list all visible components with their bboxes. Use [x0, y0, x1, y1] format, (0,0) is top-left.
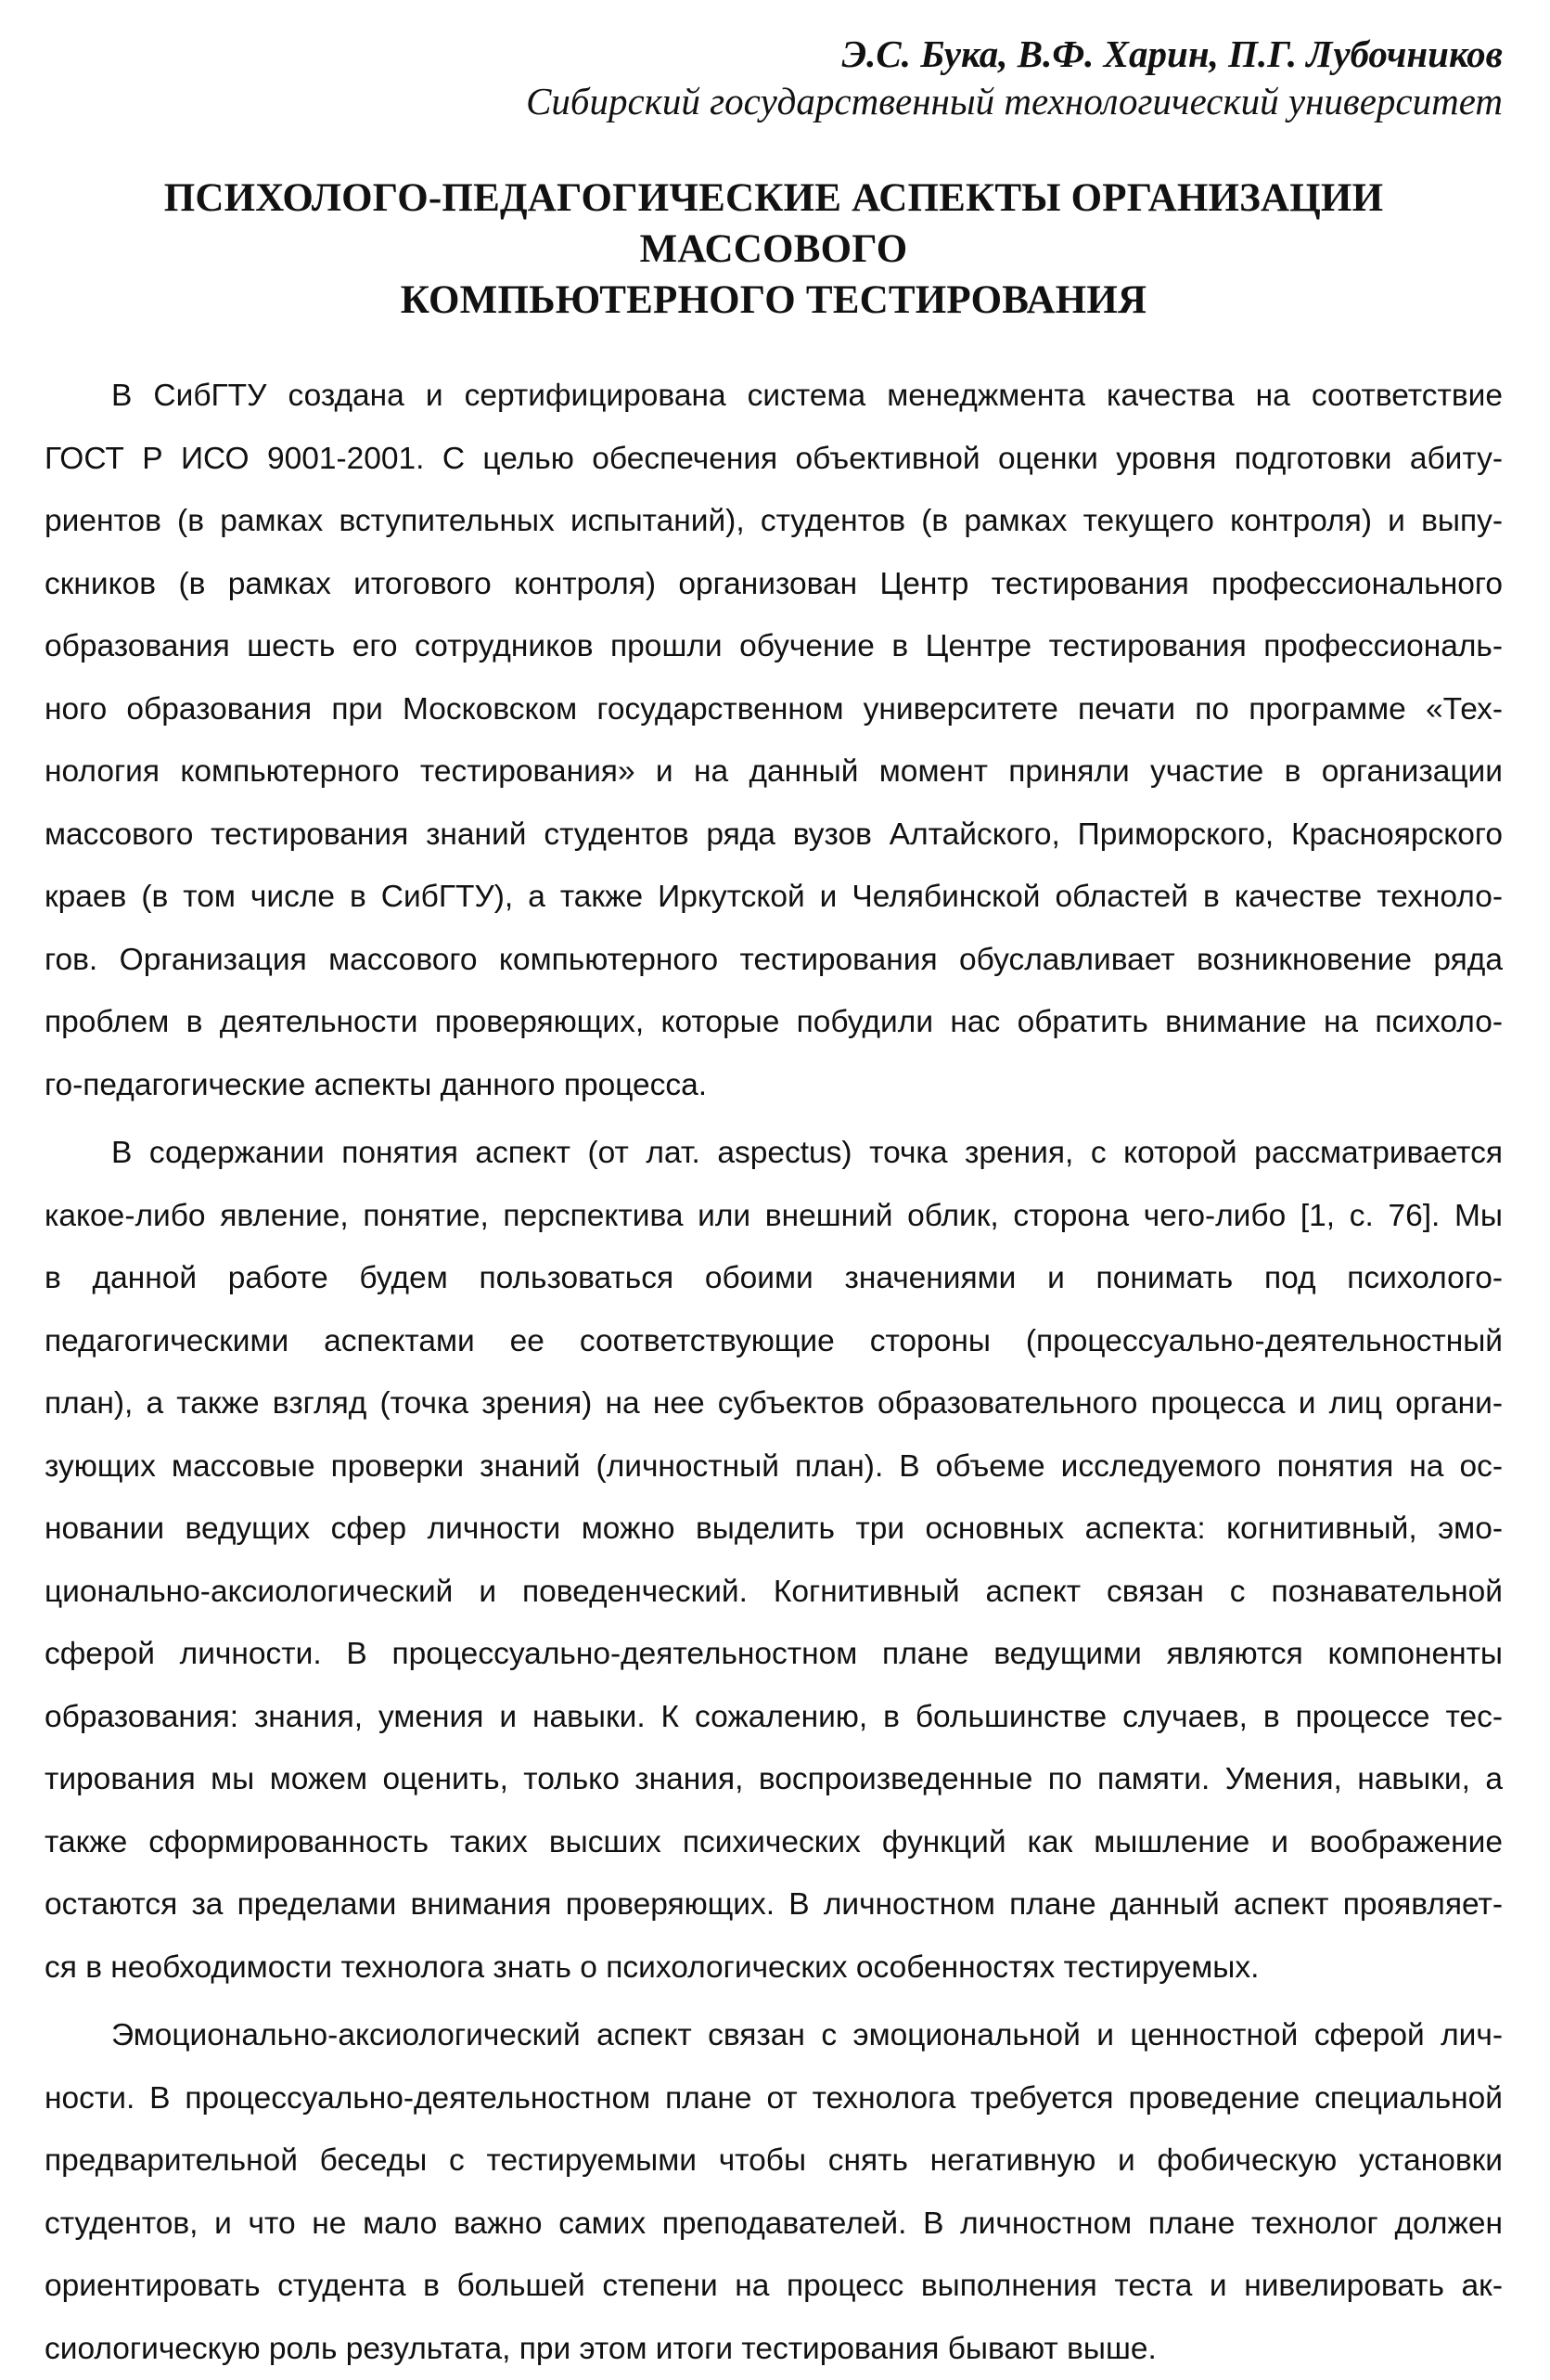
text-line: риентов (в рамках вступительных испытаний), студентов (в рамках текущего контроля) и выпу- [45, 490, 1503, 553]
text-line: ности. В процессуально-деятельностном плане от технолога требуется проведение специальной [45, 2067, 1503, 2130]
text-line: предварительной беседы с тестируемыми чтобы снять негативную и фобическую установки [45, 2129, 1503, 2193]
paragraph-2 [45, 1122, 1503, 1999]
text-line: ГОСТ Р ИСО 9001-2001. С целью обеспечения объективной оценки уровня подготовки абиту- [45, 428, 1503, 491]
text-line: план), а также взгляд (точка зрения) на нее субъектов образовательного процесса и лиц органи- [45, 1372, 1503, 1435]
text-line: студентов, и что не мало важно самих преподавателей. В личностном плане технолог должен [45, 2193, 1503, 2256]
text-line: Эмоционально-аксиологический аспект связан с эмоциональной и ценностной сферой лич- [45, 2004, 1503, 2067]
paragraph-3 [45, 2004, 1503, 2380]
text-line: краев (в том числе в СибГТУ), а также Иркутской и Челябинской областей в качестве техноло- [45, 866, 1503, 929]
text-line: образования: знания, умения и навыки. К сожалению, в большинстве случаев, в процессе тес- [45, 1686, 1503, 1749]
authors: Э.С. Бука, В.Ф. Харин, П.Г. Лубочников [45, 30, 1503, 78]
text-line: нология компьютерного тестирования» и на данный момент приняли участие в организации [45, 740, 1503, 804]
paper-title [45, 173, 1503, 326]
text-line: ционально-аксиологический и поведенческий. Когнитивный аспект связан с познавательной [45, 1561, 1503, 1624]
text-line: скников (в рамках итогового контроля) организован Центр тестирования профессионального [45, 553, 1503, 616]
text-line: В СибГТУ создана и сертифицирована система менеджмента качества на соответствие [45, 365, 1503, 428]
text-line: новании ведущих сфер личности можно выделить три основных аспекта: когнитивный, эмо- [45, 1498, 1503, 1561]
title-line: КОМПЬЮТЕРНОГО ТЕСТИРОВАНИЯ [45, 275, 1503, 326]
title-line: ПСИХОЛОГО-ПЕДАГОГИЧЕСКИЕ АСПЕКТЫ ОРГАНИЗАЦИИ МАССОВОГО [45, 173, 1503, 275]
text-line: остаются за пределами внимания проверяющих. В личностном плане данный аспект проявляет- [45, 1873, 1503, 1936]
text-line: го-педагогические аспекты данного процесса. [45, 1054, 1503, 1117]
body-text [45, 365, 1503, 2380]
text-line: зующих массовые проверки знаний (личностный план). В объеме исследуемого понятия на ос- [45, 1435, 1503, 1499]
text-line: в данной работе будем пользоваться обоими значениями и понимать под психолого- [45, 1247, 1503, 1310]
text-line: педагогическими аспектами ее соответствующие стороны (процессуально-деятельностный [45, 1310, 1503, 1373]
text-line: массового тестирования знаний студентов ряда вузов Алтайского, Приморского, Красноярского [45, 804, 1503, 867]
text-line: гов. Организация массового компьютерного тестирования обуславливает возникновение ряда [45, 929, 1503, 992]
paper-page [45, 30, 1503, 2380]
text-line: образования шесть его сотрудников прошли обучение в Центре тестирования профессиональ- [45, 615, 1503, 678]
paragraph-1 [45, 365, 1503, 1116]
text-line: тирования мы можем оценить, только знания, воспроизведенные по памяти. Умения, навыки, а [45, 1748, 1503, 1811]
affiliation: Сибирский государственный технологический университет [45, 78, 1503, 124]
text-line: также сформированность таких высших психических функций как мышление и воображение [45, 1811, 1503, 1874]
text-line: какое-либо явление, понятие, перспектива или внешний облик, сторона чего-либо [1, с. 76]. Мы [45, 1185, 1503, 1248]
text-line: ся в необходимости технолога знать о психологических особенностях тестируемых. [45, 1936, 1503, 2000]
text-line: В содержании понятия аспект (от лат. aspectus) точка зрения, с которой рассматривается [45, 1122, 1503, 1185]
text-line: ориентировать студента в большей степени на процесс выполнения теста и нивелировать ак- [45, 2255, 1503, 2318]
text-line: сиологическую роль результата, при этом итоги тестирования бывают выше. [45, 2318, 1503, 2380]
text-line: проблем в деятельности проверяющих, которые побудили нас обратить внимание на психоло- [45, 991, 1503, 1054]
text-line: ного образования при Московском государственном университете печати по программе «Тех- [45, 678, 1503, 741]
text-line: сферой личности. В процессуально-деятельностном плане ведущими являются компоненты [45, 1623, 1503, 1686]
